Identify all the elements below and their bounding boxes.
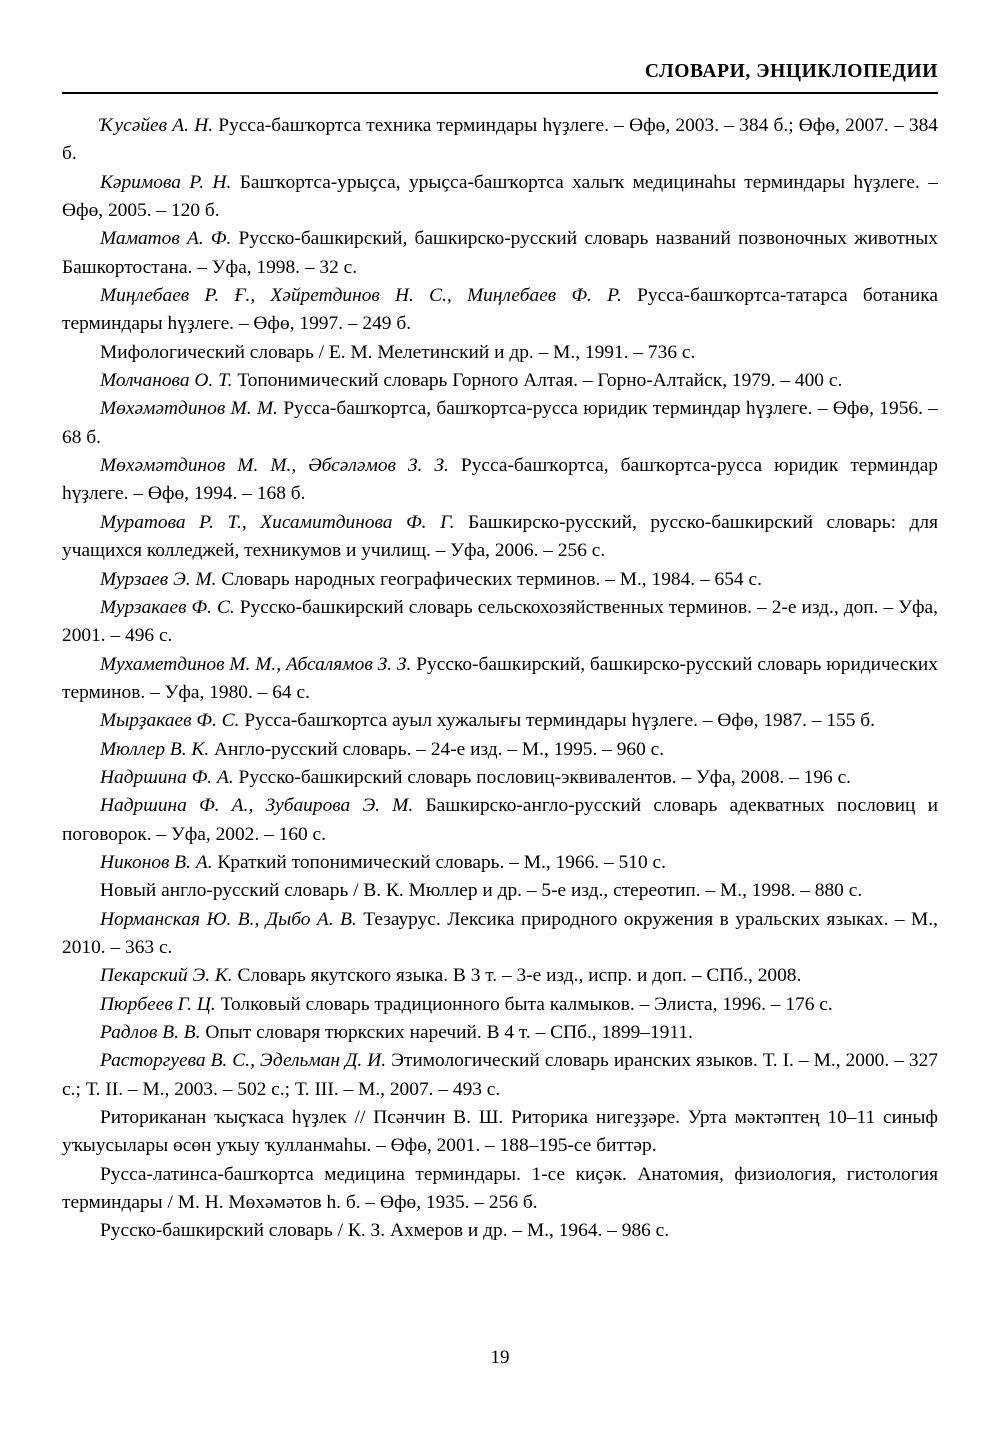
entry-author: Норманская Ю. В., Дыбо А. В. xyxy=(100,908,357,930)
entry-title: Русско-башкирский, башкирско-русский словарь названий позвоночных животных Башкортостана. – Уфа, 1998. – 32 с. xyxy=(62,228,939,278)
entry-author: Мурзаев Э. М. xyxy=(100,568,217,590)
bibliography-entry xyxy=(62,1104,938,1161)
entry-title: Этимологический словарь иранских языков. Т. I. – М., 2000. – 327 с.; Т. II. – М., 2003. – 502 с.; Т. III. – М., 2007. – 493 с. xyxy=(62,1050,938,1100)
bibliography-entry xyxy=(62,1217,938,1245)
entry-author: Маматов А. Ф. xyxy=(100,228,232,250)
bibliography-entry xyxy=(62,736,938,764)
bibliography-entry xyxy=(62,877,938,905)
bibliography-entry xyxy=(62,991,938,1019)
bibliography-entry xyxy=(62,225,938,282)
entry-title: Краткий топонимический словарь. – М., 1966. – 510 с. xyxy=(212,851,666,873)
entry-title: Русса-башҡортса, башҡортса-русса юридик терминдар һүҙлеге. – Өфө, 1994. – 168 б. xyxy=(62,455,939,505)
bibliography-entry xyxy=(62,594,938,651)
entry-title: Опыт словаря тюркских наречий. В 4 т. – СПб., 1899–1911. xyxy=(200,1022,693,1043)
page-number: 19 xyxy=(490,1347,510,1368)
bibliography-entry xyxy=(62,764,938,792)
bibliography-entry xyxy=(62,452,938,509)
bibliography-entry xyxy=(62,792,938,849)
entry-title: Риториканан ҡыҫҡаса һүҙлек // Псәнчин В. Ш. Риторика нигеҙҙәре. Урта мәктәптең 10–11 синыф уҡыусылары өсөн уҡыу ҡулланмаһы. – Өфө, 2001. – 188–195-се биттәр. xyxy=(62,1107,938,1157)
entry-author: Надршина Ф. А. xyxy=(100,766,234,788)
header-rule xyxy=(62,92,938,94)
entry-author: Радлов В. В. xyxy=(100,1022,201,1043)
entry-title: Русско-башкирский, башкирско-русский словарь юридических терминов. – Уфа, 1980. – 64 с. xyxy=(62,653,938,703)
entry-title: Англо-русский словарь. – 24-е изд. – М., 1995. – 960 с. xyxy=(209,738,665,760)
bibliography-entry xyxy=(62,395,938,452)
entry-author: Расторгуева В. С., Эдельман Д. И. xyxy=(100,1050,387,1072)
entry-title: Словарь якутского языка. В 3 т. – 3-е изд., испр. и доп. – СПб., 2008. xyxy=(232,965,802,987)
bibliography-entry xyxy=(62,509,938,566)
entry-author: Миңлебаев Р. Ғ., Хәйретдинов Н. С., Миңлебаев Ф. Р. xyxy=(100,285,622,307)
entry-author: Надршина Ф. А., Зубаирова Э. М. xyxy=(100,795,414,817)
bibliography-entry xyxy=(62,566,938,594)
entry-title: Новый англо-русский словарь / В. К. Мюллер и др. – 5-е изд., стереотип. – М., 1998. – 880 с. xyxy=(100,880,863,902)
bibliography-entry xyxy=(62,112,938,169)
entry-title: Русско-башкирский словарь сельскохозяйственных терминов. – 2-е изд., доп. – Уфа, 2001. – 496 с. xyxy=(62,596,938,647)
entry-author: Никонов В. А. xyxy=(100,851,213,873)
running-head: СЛОВАРИ, ЭНЦИКЛОПЕДИИ xyxy=(644,61,938,82)
entry-author: Мөхәмәтдинов М. М., Әбсәләмов З. З. xyxy=(100,455,449,477)
bibliography-entry xyxy=(62,651,938,708)
bibliography-entry xyxy=(62,1019,938,1047)
bibliography-entry xyxy=(62,1161,938,1218)
entry-title: Мифологический словарь / Е. М. Мелетинский и др. – М., 1991. – 736 с. xyxy=(100,341,696,363)
bibliography-entry xyxy=(62,906,938,963)
entry-title: Башкирско-англо-русский словарь адекватных пословиц и поговорок. – Уфа, 2002. – 160 с. xyxy=(62,795,938,845)
entry-author: Мырҙакаев Ф. С. xyxy=(100,710,240,732)
bibliography-entry xyxy=(62,962,938,990)
entry-author: Мухаметдинов М. М., Абсалямов З. З. xyxy=(100,653,412,675)
entry-author: Пюрбеев Г. Ц. xyxy=(100,993,216,1015)
entry-title: Русса-башҡортса-татарса ботаника терминдары һүҙлеге. – Өфө, 1997. – 249 б. xyxy=(62,285,938,335)
bibliography-list xyxy=(62,112,938,1246)
bibliography-entry xyxy=(62,367,938,395)
entry-author: Кәримова Р. Н. xyxy=(100,171,232,193)
entry-title: Словарь народных географических терминов. – М., 1984. – 654 с. xyxy=(216,568,762,590)
entry-author: Мурзакаев Ф. С. xyxy=(100,596,235,618)
entry-author: Мөхәмәтдинов М. М. xyxy=(100,398,279,420)
entry-author: Молчанова О. Т. xyxy=(100,370,233,392)
entry-author: Муратова Р. Т., Хисамитдинова Ф. Г. xyxy=(100,511,455,533)
entry-title: Тезаурус. Лексика природного окружения в уральских языках. – М., 2010. – 363 с. xyxy=(62,908,938,958)
bibliography-entry xyxy=(62,339,938,367)
bibliography-entry xyxy=(62,849,938,877)
entry-title: Русса-башҡортса ауыл хужалығы терминдары һүҙлеге. – Өфө, 1987. – 155 б. xyxy=(239,710,875,732)
entry-author: Пекарский Э. К. xyxy=(100,965,233,987)
entry-title: Русско-башкирский словарь пословиц-эквивалентов. – Уфа, 2008. – 196 с. xyxy=(233,766,852,788)
entry-author: Мюллер В. К. xyxy=(100,738,210,760)
entry-author: Ҡусәйев А. Н. xyxy=(100,115,214,136)
entry-title: Русса-башҡортса, башҡортса-русса юридик терминдар һүҙлеге. – Өфө, 1956. – 68 б. xyxy=(62,398,938,448)
bibliography-entry xyxy=(62,169,938,226)
entry-title: Русса-латинса-башҡортса медицина терминдары. 1-се киҫәк. Анатомия, физиология, гистология терминдары / М. Н. Мөхәмәтов һ. б. – Өфө, 1935. – 256 б. xyxy=(62,1163,938,1214)
entry-title: Русса-башҡортса техника терминдары һүҙлеге. – Өфө, 2003. – 384 б.; Өфө, 2007. – 384 б. xyxy=(62,115,938,165)
bibliography-entry xyxy=(62,707,938,735)
entry-title: Башҡортса-урыҫса, урыҫса-башҡортса халыҡ медицинаһы терминдары һүҙлеге. – Өфө, 2005. – 120 б. xyxy=(62,171,938,222)
entry-title: Русско-башкирский словарь / К. З. Ахмеров и др. – М., 1964. – 986 с. xyxy=(100,1220,670,1242)
entry-title: Толковый словарь традиционного быта калмыков. – Элиста, 1996. – 176 с. xyxy=(215,993,833,1015)
bibliography-entry xyxy=(62,1047,938,1104)
entry-title: Башкирско-русский, русско-башкирский словарь: для учащихся колледжей, техникумов и училищ. – Уфа, 2006. – 256 с. xyxy=(62,511,938,562)
entry-title: Топонимический словарь Горного Алтая. – Горно-Алтайск, 1979. – 400 с. xyxy=(232,370,843,392)
bibliography-entry xyxy=(62,282,938,339)
